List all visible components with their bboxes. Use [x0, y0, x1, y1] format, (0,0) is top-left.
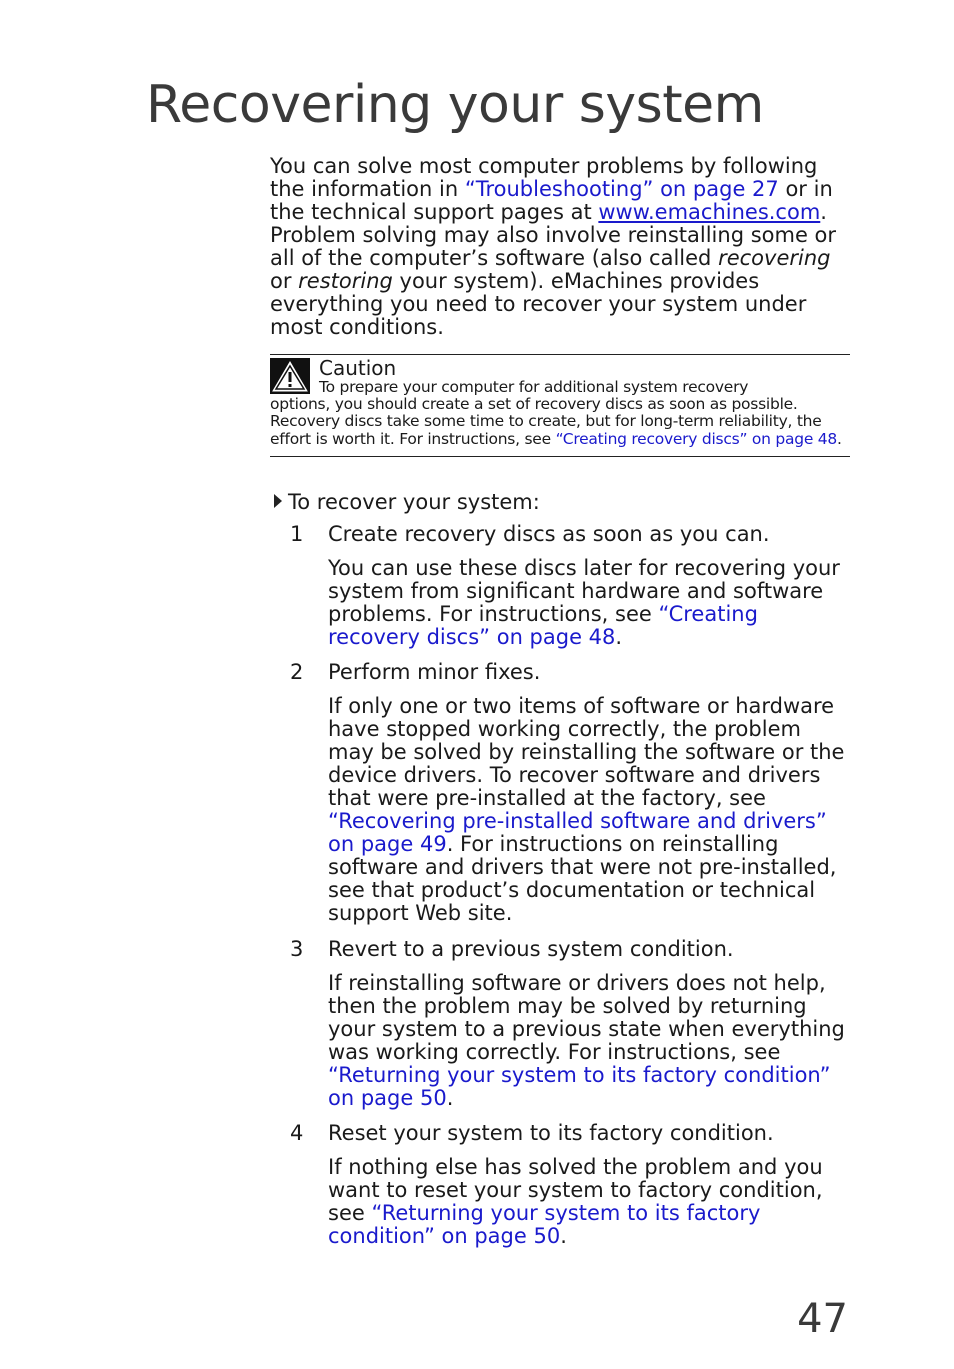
returning-factory-condition-link[interactable]: “Returning your system to its factory condition” on page 50 [328, 1201, 761, 1248]
intro-text: You can solve most computer problems by following the information in [270, 154, 818, 201]
creating-recovery-discs-link[interactable]: “Creating recovery discs” on page 48 [555, 429, 838, 448]
step-body [328, 1156, 848, 1248]
step-text: If only one or two items of software or hardware have stopped working correctly, the problem may be solved by reinstalling the software or the device drivers. To recover software and drivers that were pre-installed at the factory, see [328, 694, 845, 810]
procedure-heading-text: To recover your system: [288, 490, 540, 514]
intro-paragraph [270, 155, 850, 339]
step-text: If reinstalling software or drivers does not help, then the problem may be solved by returning your system to a previous state when everything was working correctly. For instructions, see [328, 971, 845, 1064]
step-body [328, 557, 848, 649]
caution-body-text: . [837, 429, 842, 448]
step-heading: Revert to a previous system condition. [328, 937, 734, 961]
step-text: . [560, 1224, 567, 1248]
step-text: You can use these discs later for recovering your system from significant hardware and software problems. For instructions, see [328, 556, 840, 626]
caution-body-text: options, you should create a set of recovery discs as soon as possible. Recovery discs take some time to create, but for long-term reliability, the effort is worth it. For instructions, see [270, 395, 822, 448]
intro-text: . Problem solving may also involve reinstalling some or all of the computer’s software (also called [270, 200, 837, 270]
step-number: 1 [290, 522, 304, 546]
intro-emphasis: recovering [718, 246, 831, 270]
caution-label: Caution [319, 356, 397, 380]
intro-emphasis: restoring [298, 269, 393, 293]
step-text: . [446, 1086, 454, 1110]
step-heading: Create recovery discs as soon as you can. [328, 522, 770, 546]
caution-first-line: To prepare your computer for additional system recovery [319, 378, 749, 396]
intro-text: or in the technical support pages at [270, 177, 833, 224]
step-body [328, 972, 848, 1110]
procedure-heading [270, 490, 540, 514]
recovering-preinstalled-link[interactable]: “Recovering pre-installed software and drivers” on page 49 [328, 809, 827, 856]
step-number: 3 [290, 937, 304, 961]
returning-factory-condition-link[interactable]: “Returning your system to its factory condition” on page 50 [328, 1063, 831, 1110]
page-title: Recovering your system [146, 75, 764, 135]
emachines-url-link[interactable]: www.emachines.com [598, 200, 821, 224]
step-body [328, 695, 848, 925]
intro-text: your system). eMachines provides everything you need to recover your system under most conditions. [270, 269, 807, 339]
step-text: If nothing else has solved the problem and you want to reset your system to factory condition, see [328, 1155, 823, 1225]
step-number: 2 [290, 660, 304, 684]
caution-text [270, 379, 850, 448]
page-number: 47 [797, 1296, 848, 1342]
creating-recovery-discs-link[interactable]: “Creating recovery discs” on page 48 [328, 602, 758, 649]
warning-triangle-icon [270, 358, 310, 394]
step-heading: Reset your system to its factory condition. [328, 1121, 774, 1145]
step-heading: Perform minor fixes. [328, 660, 541, 684]
step-text: . For instructions on reinstalling software and drivers that were not pre-installed, see that product’s documentation or technical support Web site. [328, 832, 837, 925]
troubleshooting-link[interactable]: “Troubleshooting” on page 27 [464, 177, 779, 201]
step-number: 4 [290, 1121, 304, 1145]
step-text: . [615, 625, 623, 649]
caution-box [270, 354, 850, 457]
procedure-arrow-icon [274, 494, 282, 508]
intro-text: or [270, 269, 299, 293]
